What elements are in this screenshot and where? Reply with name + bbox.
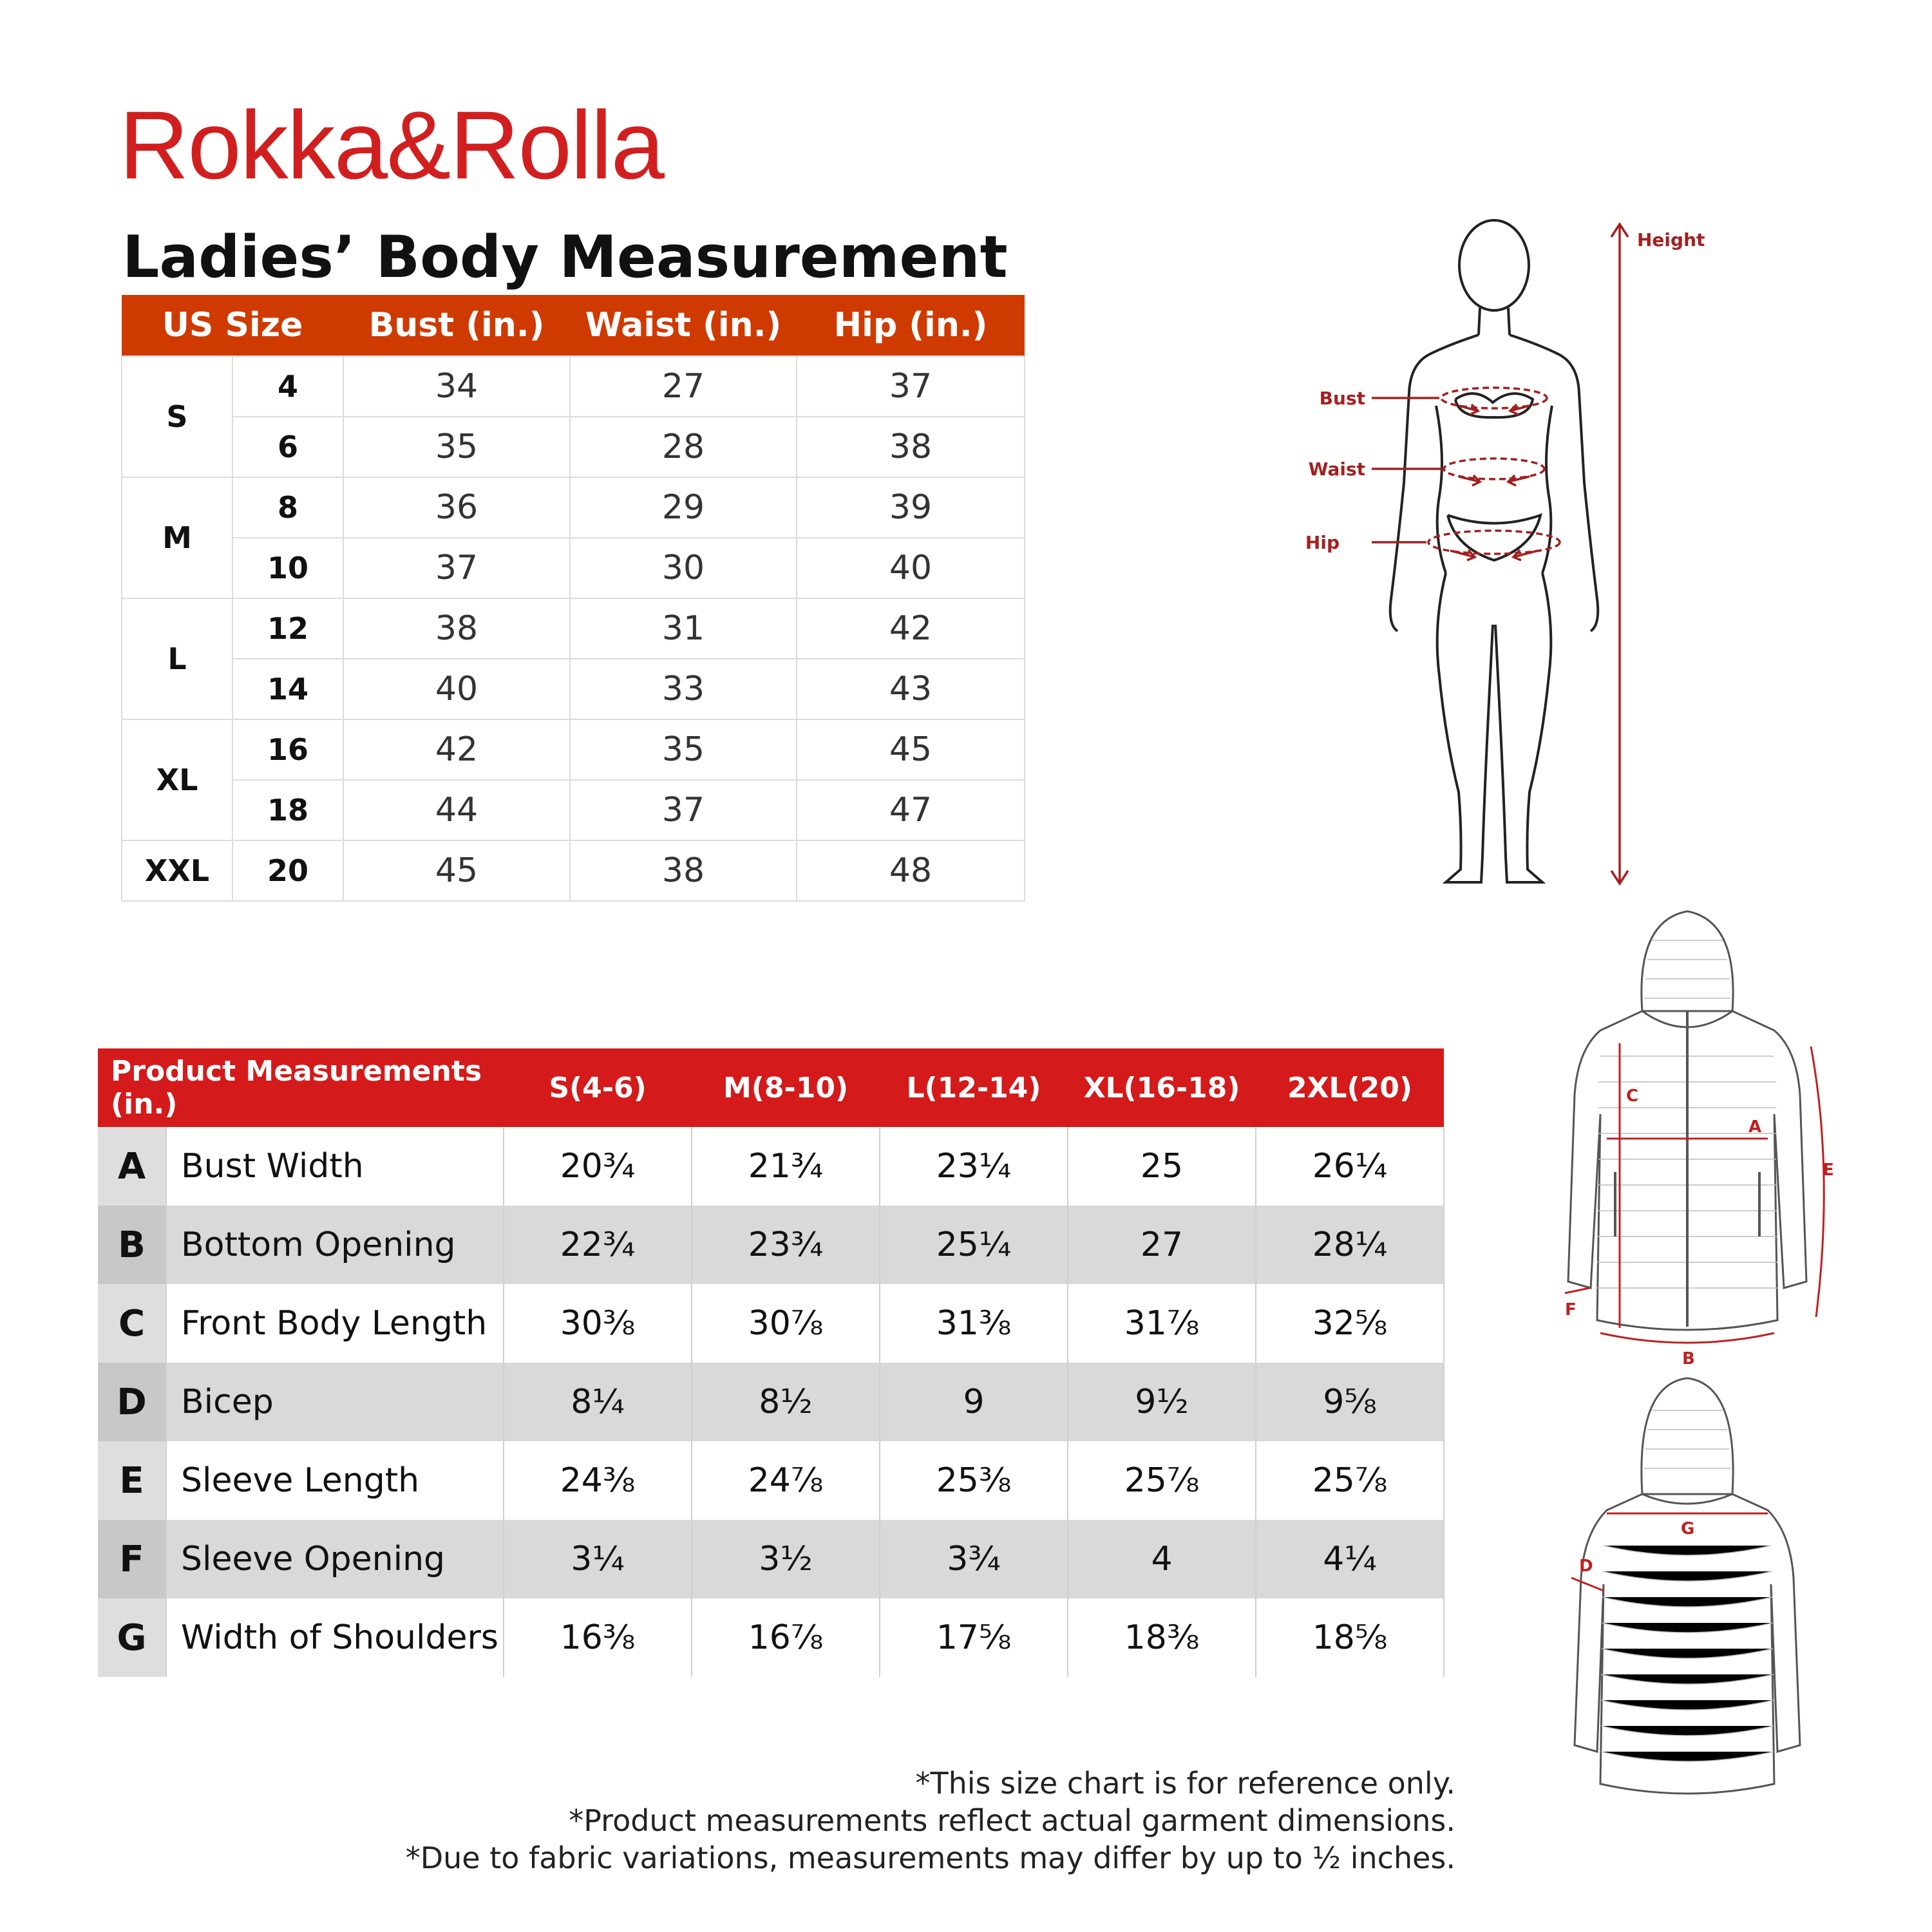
- value-2xl: 26¼: [1256, 1127, 1444, 1206]
- measurement-name: Bottom Opening: [166, 1206, 504, 1284]
- value-2xl: 18⅝: [1256, 1598, 1444, 1677]
- jacket-label-b: B: [1682, 1349, 1695, 1365]
- hip-value: 40: [797, 538, 1025, 598]
- product-table-header-row: [98, 1048, 1444, 1127]
- jacket-label-f: F: [1565, 1300, 1577, 1320]
- waist-value: 37: [570, 780, 797, 840]
- size-group-label: M: [122, 477, 232, 598]
- waist-value: 31: [570, 598, 797, 659]
- size-group-label: S: [122, 356, 232, 477]
- value-2xl: 32⅝: [1256, 1284, 1444, 1363]
- waist-value: 29: [570, 477, 797, 538]
- value-m: 24⅞: [692, 1441, 880, 1520]
- header-size-2xl: 2XL(20): [1256, 1048, 1444, 1127]
- bust-value: 45: [343, 840, 570, 901]
- bust-figure-label: Bust: [1319, 388, 1365, 409]
- header-bust: Bust (in.): [343, 295, 570, 356]
- value-s: 8¼: [504, 1363, 692, 1441]
- value-m: 3½: [692, 1520, 880, 1598]
- body-measurement-table: [121, 295, 1025, 902]
- value-xl: 4: [1068, 1520, 1256, 1598]
- measurement-name: Front Body Length: [166, 1284, 504, 1363]
- measurement-name: Bust Width: [166, 1127, 504, 1206]
- measurement-name: Sleeve Length: [166, 1441, 504, 1520]
- note-garment-dimensions: *Product measurements reflect actual garment dimensions.: [569, 1803, 1455, 1838]
- waist-value: 38: [570, 840, 797, 901]
- us-size: 10: [232, 538, 343, 598]
- note-reference-only: *This size chart is for reference only.: [915, 1766, 1455, 1801]
- jacket-label-e: E: [1823, 1160, 1834, 1180]
- header-product-measurements: Product Measurements (in.): [98, 1048, 504, 1127]
- jacket-label-g: G: [1681, 1519, 1695, 1539]
- waist-figure-label: Waist: [1308, 459, 1365, 480]
- measurement-name: Bicep: [166, 1363, 504, 1441]
- value-xl: 9½: [1068, 1363, 1256, 1441]
- value-s: 20¾: [504, 1127, 692, 1206]
- table-row: [98, 1598, 1444, 1677]
- bust-value: 38: [343, 598, 570, 659]
- value-xl: 25⅞: [1068, 1441, 1256, 1520]
- value-2xl: 25⅞: [1256, 1441, 1444, 1520]
- body-outline: [1390, 220, 1598, 882]
- value-xl: 25: [1068, 1127, 1256, 1206]
- value-l: 17⅝: [880, 1598, 1068, 1677]
- bust-value: 36: [343, 477, 570, 538]
- table-row: [122, 538, 1025, 598]
- measurement-letter: A: [98, 1127, 166, 1206]
- value-s: 24⅜: [504, 1441, 692, 1520]
- value-xl: 18⅜: [1068, 1598, 1256, 1677]
- waist-value: 27: [570, 356, 797, 417]
- bust-value: 34: [343, 356, 570, 417]
- jacket-back-illustration: [1546, 1372, 1829, 1810]
- measurement-letter: F: [98, 1520, 166, 1598]
- hip-value: 39: [797, 477, 1025, 538]
- value-m: 16⅞: [692, 1598, 880, 1677]
- hip-value: 38: [797, 417, 1025, 477]
- body-table-header-row: [122, 295, 1025, 356]
- us-size: 20: [232, 840, 343, 901]
- table-row: [98, 1127, 1444, 1206]
- table-row: [122, 417, 1025, 477]
- waist-value: 30: [570, 538, 797, 598]
- us-size: 6: [232, 417, 343, 477]
- value-l: 31⅜: [880, 1284, 1068, 1363]
- value-2xl: 9⅝: [1256, 1363, 1444, 1441]
- body-measurement-title: Ladies’ Body Measurement: [122, 223, 1008, 291]
- value-l: 23¼: [880, 1127, 1068, 1206]
- value-m: 23¾: [692, 1206, 880, 1284]
- size-group-label: XL: [122, 719, 232, 840]
- table-row: [122, 719, 1025, 780]
- header-us-size: US Size: [122, 295, 343, 356]
- bust-value: 40: [343, 659, 570, 719]
- hip-value: 43: [797, 659, 1025, 719]
- value-m: 30⅞: [692, 1284, 880, 1363]
- header-size-s: S(4-6): [504, 1048, 692, 1127]
- us-size: 14: [232, 659, 343, 719]
- hip-figure-label: Hip: [1305, 532, 1340, 553]
- value-l: 3¾: [880, 1520, 1068, 1598]
- hip-value: 48: [797, 840, 1025, 901]
- waist-value: 28: [570, 417, 797, 477]
- jacket-label-c: C: [1626, 1086, 1639, 1106]
- header-size-m: M(8-10): [692, 1048, 880, 1127]
- measurement-letter: C: [98, 1284, 166, 1363]
- value-2xl: 4¼: [1256, 1520, 1444, 1598]
- value-s: 22¾: [504, 1206, 692, 1284]
- header-waist: Waist (in.): [570, 295, 797, 356]
- value-l: 25⅜: [880, 1441, 1068, 1520]
- us-size: 4: [232, 356, 343, 417]
- measurement-name: Width of Shoulders: [166, 1598, 504, 1677]
- value-s: 16⅜: [504, 1598, 692, 1677]
- product-measurements-table: [98, 1048, 1444, 1677]
- table-row: [98, 1363, 1444, 1441]
- table-row: [98, 1206, 1444, 1284]
- measurement-letter: E: [98, 1441, 166, 1520]
- note-fabric-variation: *Due to fabric variations, measurements may differ by up to ½ inches.: [405, 1841, 1455, 1875]
- hip-value: 45: [797, 719, 1025, 780]
- bust-value: 44: [343, 780, 570, 840]
- us-size: 18: [232, 780, 343, 840]
- table-row: [122, 356, 1025, 417]
- bust-value: 37: [343, 538, 570, 598]
- us-size: 8: [232, 477, 343, 538]
- jacket-label-d: D: [1579, 1557, 1593, 1576]
- hip-value: 47: [797, 780, 1025, 840]
- value-l: 25¼: [880, 1206, 1068, 1284]
- value-s: 3¼: [504, 1520, 692, 1598]
- measurement-letter: B: [98, 1206, 166, 1284]
- jacket-label-a: A: [1748, 1117, 1762, 1137]
- header-hip: Hip (in.): [797, 295, 1025, 356]
- measurement-loops: [1428, 388, 1560, 554]
- header-size-l: L(12-14): [880, 1048, 1068, 1127]
- hip-value: 37: [797, 356, 1025, 417]
- header-size-xl: XL(16-18): [1068, 1048, 1256, 1127]
- waist-value: 33: [570, 659, 797, 719]
- brand-logo: Rokka&Rolla: [119, 91, 664, 199]
- table-row: [122, 780, 1025, 840]
- table-row: [122, 840, 1025, 901]
- measurement-letter: D: [98, 1363, 166, 1441]
- table-row: [122, 659, 1025, 719]
- jacket-front-illustration: [1539, 902, 1835, 1365]
- hip-value: 42: [797, 598, 1025, 659]
- value-2xl: 28¼: [1256, 1206, 1444, 1284]
- us-size: 12: [232, 598, 343, 659]
- size-group-label: XXL: [122, 840, 232, 901]
- value-xl: 31⅞: [1068, 1284, 1256, 1363]
- height-figure-label: Height: [1637, 229, 1705, 251]
- table-row: [122, 598, 1025, 659]
- measurement-name: Sleeve Opening: [166, 1520, 504, 1598]
- value-l: 9: [880, 1363, 1068, 1441]
- us-size: 16: [232, 719, 343, 780]
- waist-value: 35: [570, 719, 797, 780]
- table-row: [98, 1441, 1444, 1520]
- table-row: [98, 1520, 1444, 1598]
- table-row: [122, 477, 1025, 538]
- value-m: 21¾: [692, 1127, 880, 1206]
- measurement-letter: G: [98, 1598, 166, 1677]
- body-figure-illustration: [1301, 213, 1713, 902]
- value-s: 30⅜: [504, 1284, 692, 1363]
- size-group-label: L: [122, 598, 232, 719]
- table-row: [98, 1284, 1444, 1363]
- value-m: 8½: [692, 1363, 880, 1441]
- bust-value: 42: [343, 719, 570, 780]
- value-xl: 27: [1068, 1206, 1256, 1284]
- bust-value: 35: [343, 417, 570, 477]
